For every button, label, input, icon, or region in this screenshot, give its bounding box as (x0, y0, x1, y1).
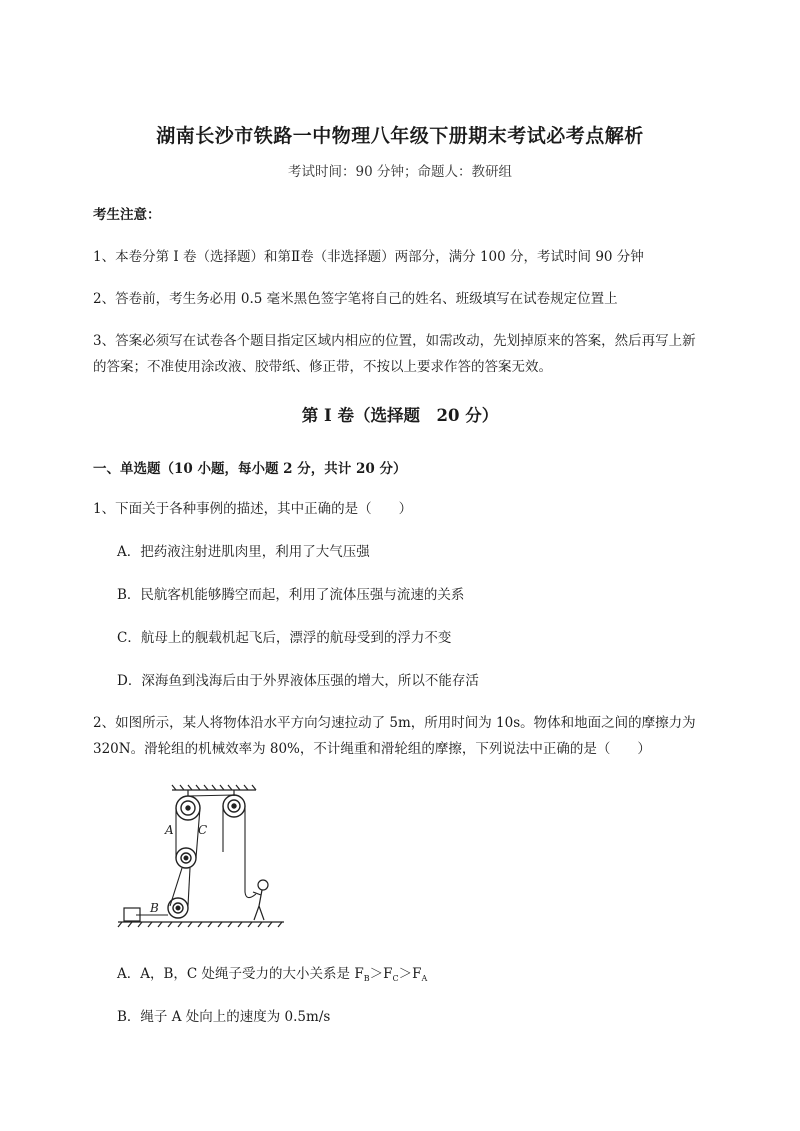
option-a-text: A．A，B，C 处绳子受力的大小关系是 F (117, 966, 364, 982)
subscript-b: B (363, 974, 370, 983)
section-title: 第 I 卷（选择题 20 分） (301, 406, 499, 425)
notice-heading: 考生注意： (93, 207, 161, 223)
question-1-stem: 1、下面关于各种事例的描述，其中正确的是（ ） (93, 501, 413, 517)
movable-pulley-middle (176, 848, 196, 868)
subscript-a: A (421, 974, 428, 983)
option-a-compare-2: ＞F (398, 966, 422, 982)
question-1-option-d: D．深海鱼到浅海后由于外界液体压强的增大，所以不能存活 (117, 673, 479, 689)
part-heading: 一、单选题（10 小题，每小题 2 分，共计 20 分） (93, 461, 407, 477)
label-c: C (198, 823, 208, 837)
notice-item-1: 1、本卷分第 I 卷（选择题）和第Ⅱ卷（非选择题）两部分，满分 100 分，考试时间 90 分钟 (93, 249, 644, 265)
notice-item-3-line-1: 3、答案必须写在试卷各个题目指定区域内相应的位置，如需改动，先划掉原来的答案，然后再写上新 (93, 333, 696, 349)
page-subtitle: 考试时间：90 分钟；命题人：教研组 (288, 164, 512, 180)
rope (136, 795, 256, 915)
person-pulling (253, 880, 268, 920)
page-title: 湖南长沙市铁路一中物理八年级下册期末考试必考点解析 (156, 125, 644, 147)
notice-item-3-line-2: 的答案；不准使用涂改液、胶带纸、修正带，不按以上要求作答的答案无效。 (93, 359, 552, 375)
ground (118, 922, 284, 927)
question-1-option-c: C．航母上的舰载机起飞后，漂浮的航母受到的浮力不变 (117, 630, 452, 646)
subscript-c: C (392, 974, 399, 983)
label-b: B (150, 901, 159, 915)
question-2-stem-line-1: 2、如图所示，某人将物体沿水平方向匀速拉动了 5m，所用时间为 10s。物体和地面之间的摩擦力为 (93, 715, 696, 731)
question-2-option-b: B．绳子 A 处向上的速度为 0.5m/s (117, 1009, 331, 1025)
question-2-option-a (117, 962, 427, 983)
ceiling-support (172, 785, 256, 796)
question-1-option-a: A．把药液注射进肌肉里，利用了大气压强 (117, 544, 370, 560)
option-a-compare-1: ＞F (369, 966, 393, 982)
fixed-pulley-left (176, 796, 200, 820)
fixed-pulley-right (223, 795, 245, 817)
label-a: A (165, 823, 174, 837)
movable-pulley-bottom (168, 898, 188, 918)
notice-item-2: 2、答卷前，考生务必用 0.5 毫米黑色签字笔将自己的姓名、班级填写在试卷规定位置上 (93, 291, 618, 307)
question-1-option-b: B．民航客机能够腾空而起，利用了流体压强与流速的关系 (117, 587, 465, 603)
question-2-stem-line-2: 320N。滑轮组的机械效率为 80%，不计绳重和滑轮组的摩擦，下列说法中正确的是（ ） (93, 741, 651, 757)
pulley-system-figure (116, 782, 286, 932)
